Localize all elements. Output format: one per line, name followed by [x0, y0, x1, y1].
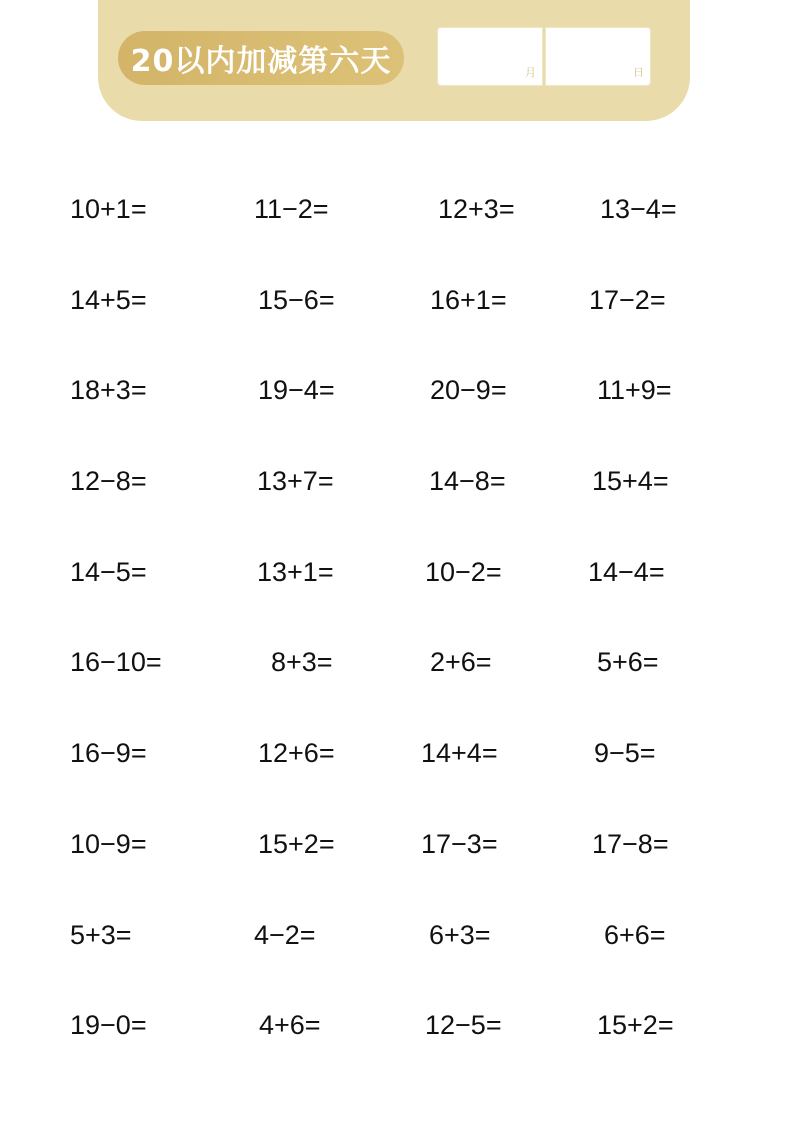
math-problem: 10−9=	[70, 829, 147, 859]
math-problem: 10−2=	[425, 557, 502, 587]
math-problem: 12+3=	[438, 194, 515, 224]
worksheet-title-text: 20以内加减第六天	[130, 44, 392, 79]
math-problem: 20−9=	[430, 375, 507, 405]
math-problem: 4+6=	[259, 1010, 321, 1040]
math-problem: 10+1=	[70, 194, 147, 224]
math-problem: 13+1=	[257, 557, 334, 587]
math-problem: 15+2=	[258, 829, 335, 859]
month-field[interactable]	[437, 27, 543, 86]
math-problem: 5+3=	[70, 920, 132, 950]
math-problem: 14−5=	[70, 557, 147, 587]
math-problem: 14+4=	[421, 738, 498, 768]
math-problem: 17−8=	[592, 829, 669, 859]
math-problem: 14−8=	[429, 466, 506, 496]
math-problem: 6+3=	[429, 920, 491, 950]
math-problem: 9−5=	[594, 738, 656, 768]
math-problem: 2+6=	[430, 647, 492, 677]
math-problem: 18+3=	[70, 375, 147, 405]
math-problem: 11−2=	[254, 194, 329, 224]
math-problem: 15+4=	[592, 466, 669, 496]
math-problem: 19−4=	[258, 375, 335, 405]
month-label: 月	[525, 66, 536, 79]
math-problem: 15+2=	[597, 1010, 674, 1040]
math-problem: 16−10=	[70, 647, 162, 677]
math-problem: 13−4=	[600, 194, 677, 224]
day-field[interactable]	[545, 27, 651, 86]
math-problem: 6+6=	[604, 920, 666, 950]
day-label: 日	[633, 66, 644, 79]
math-problem: 15−6=	[258, 285, 335, 315]
math-problem: 4−2=	[254, 920, 316, 950]
math-problem: 19−0=	[70, 1010, 147, 1040]
math-problem: 5+6=	[597, 647, 659, 677]
math-problem: 14−4=	[588, 557, 665, 587]
math-problem: 16−9=	[70, 738, 147, 768]
math-problem: 17−3=	[421, 829, 498, 859]
worksheet-title	[118, 31, 404, 85]
math-problem: 12−8=	[70, 466, 147, 496]
math-problem: 13+7=	[257, 466, 334, 496]
math-problem: 12+6=	[258, 738, 335, 768]
math-problem: 8+3=	[271, 647, 333, 677]
math-problem: 14+5=	[70, 285, 147, 315]
math-problem: 12−5=	[425, 1010, 502, 1040]
math-problem: 17−2=	[589, 285, 666, 315]
math-problem: 11+9=	[597, 375, 672, 405]
math-problem: 16+1=	[430, 285, 507, 315]
